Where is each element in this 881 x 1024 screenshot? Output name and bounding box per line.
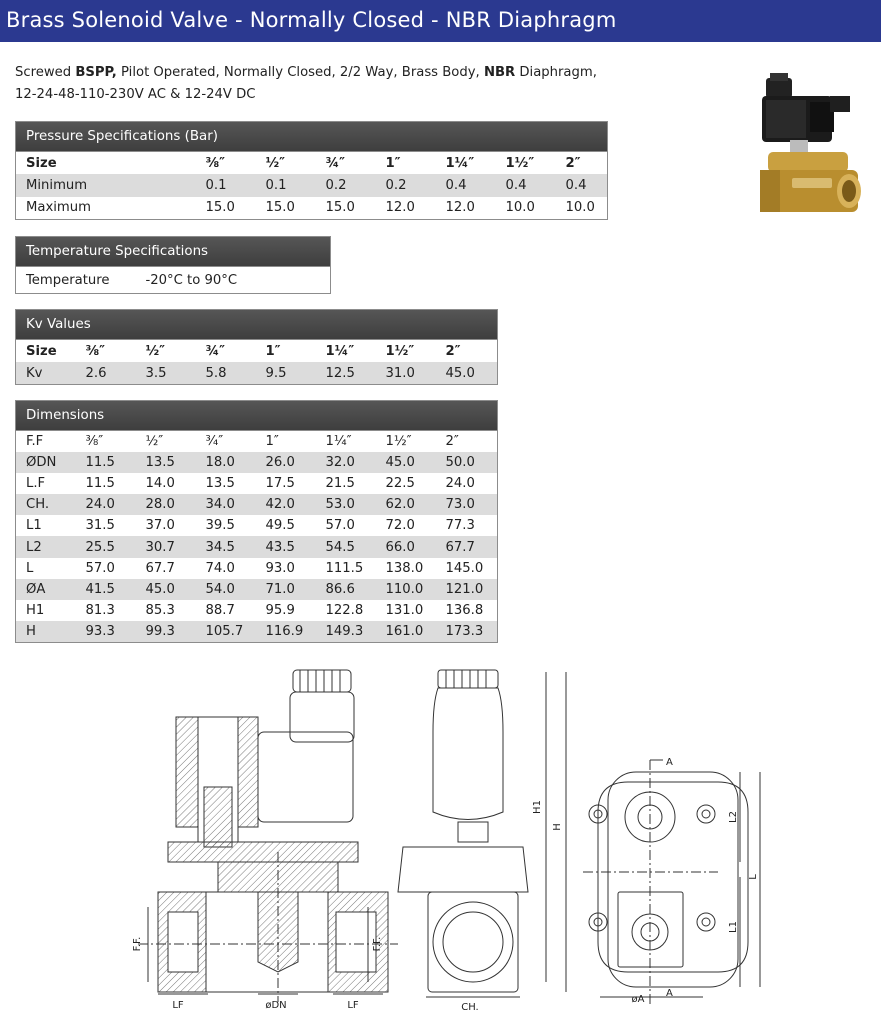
table-cell: 45.0 (436, 362, 498, 385)
header-cell: 1″ (265, 343, 281, 359)
header-cell: 2″ (445, 433, 459, 449)
table-cell: 105.7 (196, 621, 256, 642)
label-lf-left: LF (172, 1000, 184, 1011)
table-cell: 161.0 (376, 621, 436, 642)
table-cell: 67.7 (436, 536, 498, 557)
table-cell: 42.0 (256, 494, 316, 515)
product-image (752, 70, 872, 230)
table-cell: 54.5 (316, 536, 376, 557)
row-label: H (16, 621, 76, 642)
header-cell: ½″ (145, 343, 166, 359)
dimensions-table-title: Dimensions (15, 400, 498, 430)
description-text: Screwed (15, 65, 76, 80)
row-label: CH. (16, 494, 76, 515)
table-cell: 57.0 (325, 518, 355, 534)
table-cell: 66.0 (376, 536, 436, 557)
label-a-bottom: A (666, 988, 673, 999)
table-cell: 93.0 (265, 560, 295, 576)
table-cell: 0.4 (436, 174, 496, 197)
table-cell: 0.1 (196, 174, 256, 197)
table-cell: 110.0 (376, 579, 436, 600)
table-cell: 34.0 (196, 494, 256, 515)
label-oa: øA (631, 994, 645, 1005)
header-cell: ½″ (145, 433, 164, 449)
table-cell: 72.0 (385, 518, 415, 534)
row-label: Maximum (26, 200, 91, 215)
table-cell: 10.0 (505, 200, 535, 215)
pressure-table-title: Pressure Specifications (Bar) (15, 121, 608, 151)
table-cell: 73.0 (436, 494, 498, 515)
temperature-specifications-table (15, 236, 331, 294)
table-cell: 5.8 (196, 362, 256, 385)
header-cell: 1″ (265, 433, 279, 449)
table-row (16, 600, 498, 621)
table-cell: 57.0 (85, 560, 115, 576)
table-cell: 74.0 (205, 560, 235, 576)
table-cell: 30.7 (136, 536, 196, 557)
table-cell: 138.0 (385, 560, 424, 576)
header-cell: ¾″ (205, 433, 224, 449)
table-cell: 54.0 (196, 579, 256, 600)
table-row (16, 452, 498, 473)
table-cell: 3.5 (136, 362, 196, 385)
table-cell: 37.0 (145, 518, 175, 534)
header-cell: 1½″ (385, 433, 412, 449)
table-cell: 122.8 (325, 603, 364, 619)
label-ch: CH. (461, 1002, 479, 1013)
row-label: L2 (16, 536, 76, 557)
table-cell: 34.5 (196, 536, 256, 557)
row-label: L1 (26, 518, 42, 534)
table-cell: 116.9 (256, 621, 316, 642)
header-cell: Size (26, 155, 57, 171)
table-cell: 145.0 (445, 560, 484, 576)
table-cell: 0.1 (256, 174, 316, 197)
table-cell: 149.3 (316, 621, 376, 642)
table-row (16, 494, 498, 515)
front-view (398, 670, 566, 997)
table-cell: 77.3 (445, 518, 475, 534)
label-ff-left: F.F. (132, 936, 143, 952)
table-cell: 50.0 (436, 452, 498, 473)
table-cell: 39.5 (205, 518, 235, 534)
table-header-row (16, 340, 498, 363)
table-cell: 62.0 (376, 494, 436, 515)
table-cell: 31.0 (376, 362, 436, 385)
table-cell: 18.0 (196, 452, 256, 473)
table-cell: 131.0 (385, 603, 424, 619)
table-row (16, 362, 498, 385)
table-cell: 25.5 (76, 536, 136, 557)
table-cell: 81.3 (85, 603, 115, 619)
table-cell: 95.9 (265, 603, 295, 619)
table-cell: 45.0 (136, 579, 196, 600)
table-cell: 15.0 (205, 200, 235, 215)
table-cell: 111.5 (325, 560, 364, 576)
kv-table-title: Kv Values (15, 309, 498, 339)
table-cell: 121.0 (436, 579, 498, 600)
table-cell: 136.8 (445, 603, 484, 619)
table-cell: 173.3 (436, 621, 498, 642)
header-cell: ⅜″ (85, 343, 106, 359)
table-cell: 71.0 (256, 579, 316, 600)
temperature-range: -20°C to 90°C (145, 272, 238, 288)
table-header-row (16, 431, 498, 452)
table-cell: 24.0 (76, 494, 136, 515)
label-l2: L2 (728, 811, 739, 823)
table-cell: 17.5 (265, 475, 295, 491)
table-cell: 99.3 (136, 621, 196, 642)
table-cell: 88.7 (205, 603, 235, 619)
technical-drawing (128, 662, 778, 1022)
table-cell: 0.4 (556, 174, 608, 197)
table-cell: 22.5 (385, 475, 415, 491)
table-cell: 11.5 (76, 452, 136, 473)
table-cell: 14.0 (145, 475, 175, 491)
table-cell: 12.0 (385, 200, 415, 215)
table-row (16, 174, 608, 197)
label-lf-right: LF (347, 1000, 359, 1011)
row-label: Temperature (26, 272, 110, 288)
product-description (15, 62, 655, 106)
table-cell: 15.0 (325, 200, 355, 215)
header-cell: 1¼″ (325, 433, 352, 449)
header-cell: 1½″ (505, 155, 535, 171)
header-cell: 2″ (565, 155, 581, 171)
table-cell: 24.0 (445, 475, 475, 491)
row-label: L (26, 560, 34, 576)
page-title: Brass Solenoid Valve - Normally Closed - NBR Diaphragm (0, 0, 881, 42)
header-cell: Size (26, 343, 57, 359)
label-ff-right: F.F. (372, 936, 383, 952)
table-row (16, 536, 498, 557)
label-a-top: A (666, 757, 673, 768)
header-cell: 1½″ (385, 343, 415, 359)
row-label: ØA (16, 579, 76, 600)
table-cell: 0.4 (496, 174, 556, 197)
header-cell: 2″ (445, 343, 461, 359)
header-cell: ¾″ (205, 343, 226, 359)
header-cell: F.F (26, 433, 44, 449)
table-cell: 21.5 (325, 475, 355, 491)
label-h: H (552, 823, 563, 831)
header-cell: 1¼″ (445, 155, 475, 171)
table-row (16, 267, 331, 294)
header-cell: 1¼″ (325, 343, 355, 359)
row-label: L.F (26, 475, 46, 491)
header-cell: ¾″ (325, 155, 346, 171)
header-cell: ⅜″ (205, 155, 226, 171)
label-l: L (748, 874, 759, 880)
table-row (16, 558, 498, 579)
section-view (138, 670, 398, 1002)
table-cell: 12.5 (316, 362, 376, 385)
table-cell: 43.5 (256, 536, 316, 557)
header-cell: ½″ (265, 155, 286, 171)
table-cell: 86.6 (316, 579, 376, 600)
table-cell: 12.0 (445, 200, 475, 215)
row-label: ØDN (16, 452, 76, 473)
table-cell: 0.2 (316, 174, 376, 197)
label-h1: H1 (532, 800, 543, 814)
header-cell: 1″ (385, 155, 401, 171)
row-label: Minimum (16, 174, 196, 197)
table-row (16, 621, 498, 642)
top-view (583, 760, 760, 1007)
table-cell: 0.2 (376, 174, 436, 197)
table-cell: 49.5 (265, 518, 295, 534)
kv-values-table (15, 309, 498, 385)
table-cell: 26.0 (256, 452, 316, 473)
description-bspp: BSPP, (75, 65, 117, 80)
table-cell: 15.0 (265, 200, 295, 215)
table-row (16, 473, 498, 494)
table-header-row (16, 152, 608, 175)
description-voltages: 12-24-48-110-230V AC & 12-24V DC (15, 87, 256, 102)
table-cell: 11.5 (85, 475, 115, 491)
row-label: H1 (26, 603, 45, 619)
label-l1: L1 (728, 921, 739, 933)
table-row (16, 515, 498, 536)
description-nbr: NBR (483, 65, 516, 80)
table-cell: 67.7 (145, 560, 175, 576)
table-cell: 93.3 (76, 621, 136, 642)
table-row (16, 197, 608, 220)
label-dn: øDN (265, 1000, 287, 1011)
header-cell: ⅜″ (85, 433, 104, 449)
table-cell: 13.5 (205, 475, 235, 491)
table-cell: 41.5 (76, 579, 136, 600)
table-cell: 85.3 (145, 603, 175, 619)
table-row (16, 579, 498, 600)
row-label: Kv (16, 362, 76, 385)
dimensions-table (15, 400, 498, 643)
table-cell: 31.5 (85, 518, 115, 534)
pressure-specifications-table (15, 121, 608, 220)
description-text: Pilot Operated, Normally Closed, 2/2 Way, Brass Body, (116, 65, 484, 80)
table-cell: 32.0 (316, 452, 376, 473)
table-cell: 10.0 (565, 200, 595, 215)
table-cell: 53.0 (316, 494, 376, 515)
table-cell: 2.6 (76, 362, 136, 385)
table-cell: 13.5 (136, 452, 196, 473)
table-cell: 45.0 (376, 452, 436, 473)
table-cell: 9.5 (256, 362, 316, 385)
description-text: Diaphragm, (515, 65, 597, 80)
temperature-table-title: Temperature Specifications (15, 236, 331, 266)
table-cell: 28.0 (136, 494, 196, 515)
